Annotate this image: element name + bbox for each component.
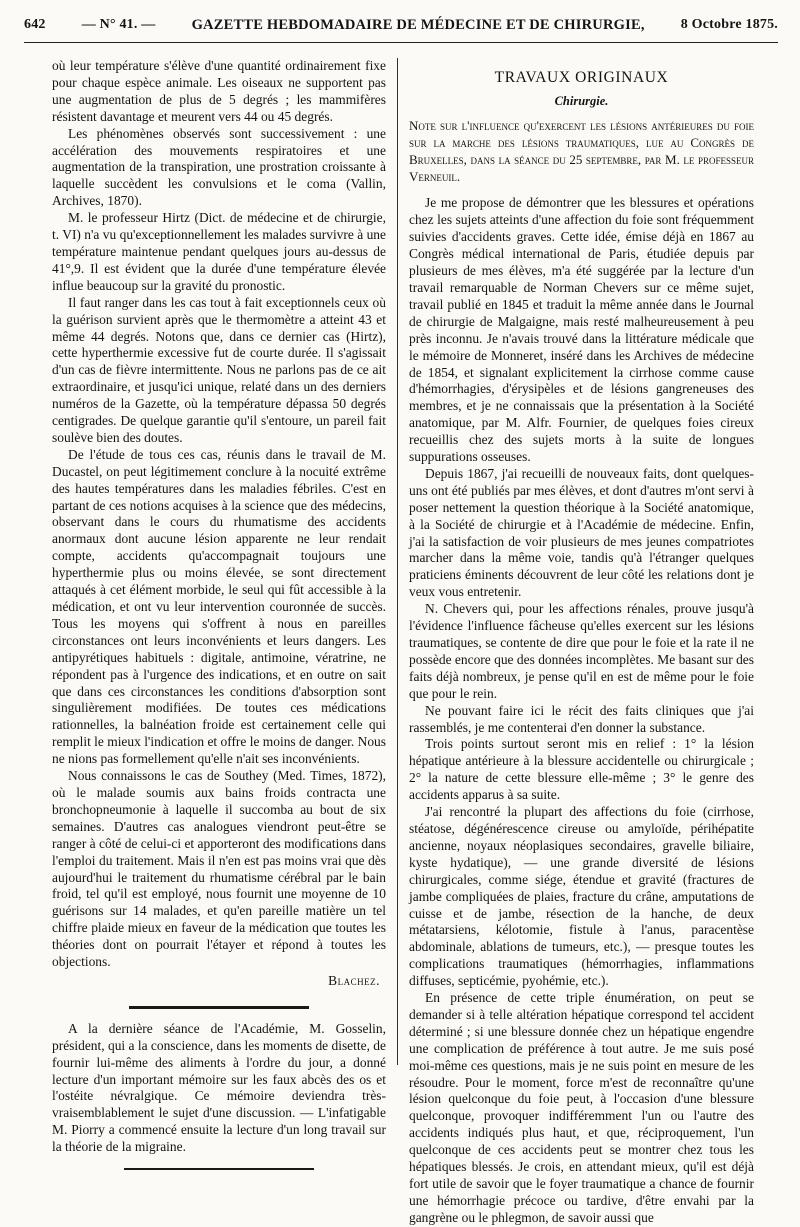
academy-paragraph: A la dernière séance de l'Académie, M. Gosselin, président, qui a la conscience, dans les moments de disette, de fournir lui-même des aliments à l'ordre du jour, a donné lecture d'un important mémoire sur les faux abcès des os et l'ostéite névralgique. Ce mémoire deviendra très-vraisemblablement le sujet d'une discussion. — L'infatigable M. Piorry a commencé ensuite la lecture d'un long travail sur la théorie de la migraine.: [52, 1020, 386, 1155]
paragraph: J'ai rencontré la plupart des affections du foie (cirrhose, stéatose, dégénérescence cireuse ou amyloïde, périhépatite ancienne, noyaux néoplasiques secondaires, gravelle biliaire, kyste hydatique), — une grande diversité de lésions chirurgicales, comme siége, étendue et gravité (fractures de jambe compliquées de plaies, fracture du crâne, amputations de cuisse et de jambe, résection de la hanche, de deux métatarsiens, kélotomie, fistule à l'anus, paracentèse abdominale, ablations de tumeurs, etc.), — presque toutes les complications traumatiques (hémorrhagies, inflammations diffuses, septicémie, pyohémie, etc.).: [409, 804, 754, 989]
author-signature: Blachez.: [328, 972, 380, 988]
page-number: 642: [24, 17, 46, 32]
paragraph: Depuis 1867, j'ai recueilli de nouveaux faits, dont quelques-uns ont été publiés par mes élèves, et dont d'autres m'ont servi à poser nettement la question théorique à la Société anatomique, à la Société de chirurgie et à l'Académie de médecine. Enfin, j'ai la satisfaction de voir plusieurs de mes jeunes compatriotes marcher dans la même voie, tandis qu'à l'étranger quelques praticiens éminents découvrent de leur côté les relations dont je veux vous entretenir.: [409, 465, 754, 600]
paragraph: Nous connaissons le cas de Southey (Med. Times, 1872), où le malade soumis aux bains froids contracta une bronchopneumonie à laquelle il succomba au bout de six semaines. D'autres cas analogues viendront peut-être se ranger à côté de celui-ci et apporteront des modifications dans l'emploi du traitement. Mais il n'en est pas moins vrai que dès aujourd'hui le traitement du rhumatisme cérébral par le bain froid, tel qu'il est employé, nous fournit une moyenne de 10 guérisons sur 14 malades, et qu'en pareille matière un tel chiffre plaide mieux en faveur de la médication que toutes les théories dont on pourrait l'étayer et répond à toutes les objections.: [52, 768, 386, 970]
paragraph: En présence de cette triple énumération, on peut se demander si à telle altération hépatique correspond tel accident déterminé ; si une blessure donnée chez un hépatique engendre une complication de préférence à tout autre. Je me suis posé moi-même ces questions, mais je ne suis point en mesure de les résoudre. Pour le moment, force m'est de reconnaître qu'une lésion quelconque du foie peut, à l'occasion d'une blessure quelconque, provoquer indifféremment l'un ou l'autre des accidents indiqués plus haut, et que, réciproquement, l'un quelconque de ces accidents peut se montrer chez tous les hépatiques blessés. Je crois, en attendant mieux, qu'il est déjà fort utile de savoir que le foyer traumatique a chance de fournir une hémorrhagie précoce ou tardive, d'être envahi par la gangrène ou le phlegmon, de savoir aussi que: [409, 990, 754, 1225]
journal-title: GAZETTE HEBDOMADAIRE DE MÉDECINE ET DE CHIRURGIE,: [191, 16, 645, 33]
page-header: [24, 8, 778, 43]
left-column: [52, 58, 386, 1155]
paragraph: où leur température s'élève d'une quantité ordinairement fixe pour chaque espèce animale. Les oiseaux ne supportent pas une augmentation de plus de 5 degrés ; les mammifères résistent davantage et meurent vers 44 ou 45 degrés.: [52, 58, 386, 124]
paragraph: De l'étude de tous ces cas, réunis dans le travail de M. Ducastel, on peut légitimement conclure à la nocuité extrême des hautes températures dans les maladies fébriles. C'est en partant de ces notions acquises à la science que des médecins, observant dans le cours du rhumatisme des accidents anormaux dont aucune lésion apparente ne leur rendait compte, accidents qu'accompagnait toujours une hyperthermie plus ou moins élevée, se sont directement attaqués à cet élément morbide, le seul qui fût accessible à la médication, et ont vu leur intervention couronnée de succès. Tous les moyens qui s'offrent à nous en pareilles circonstances ont leurs inconvénients et leurs dangers. Les antipyrétiques habituels : digitale, antimoine, vératrine, ne répondent pas à l'urgence des indications, et en outre on sait que dans ces circonstances les conditions d'absorption sont singulièrement modifiées. De toutes ces médications rationnelles, la balnéation froide est certainement celle qui remplit le mieux l'indication et offre le moins de danger. Nous ne nions pas formellement qu'elle n'ait ses inconvénients.: [52, 446, 386, 767]
section-subtitle: Chirurgie.: [554, 93, 609, 108]
article-title-text: Note sur l'influence qu'exercent les lésions antérieures du foie sur la marche des lésions traumatiques, lue au Congrès de Bruxelles, dans la séance du 25 septembre, par M. le professeur Verneuil.: [409, 117, 754, 184]
paragraph: M. le professeur Hirtz (Dict. de médecine et de chirurgie, t. VI) n'a vu qu'exceptionnellement les malades survivre à une température maintenue pendant quelques jours au-dessus de 41°,9. Il est évident que la durée d'une température élevée influe beaucoup sur la gravité du pronostic.: [52, 210, 386, 293]
column-divider: [397, 58, 398, 1065]
paragraph: Trois points surtout seront mis en relief : 1° la lésion hépatique antérieure à la blessure accidentelle ou chirurgicale ; 2° la nature de cette blessure elle-même ; 3° le genre des accidents apparus à sa suite.: [409, 736, 754, 803]
paragraph: Il faut ranger dans les cas tout à fait exceptionnels ceux où la guérison survient après que le thermomètre a atteint 43 et même 44 degrés. Notons que, dans ce dernier cas (Hirtz), cette hyperthermie excessive fut de courte durée. Il s'agissait d'un cas de fièvre intermittente. Nous ne parlons pas de ce ait extraordinaire, et jusqu'ici unique, relaté dans un des derniers numéros de la Gazette, où la température dépassa 50 degrés centigrades. De quelque garantie qu'il s'entoure, un pareil fait soulève bien des doutes.: [52, 294, 386, 445]
issue-number: — N° 41. —: [81, 17, 156, 32]
section-divider: [129, 1006, 309, 1009]
paragraph: Ne pouvant faire ici le récit des faits cliniques que j'ai rassemblés, je me contenterai d'en donner la substance.: [409, 702, 754, 735]
article-title: [409, 118, 754, 186]
section-title: TRAVAUX ORIGINAUX: [494, 69, 669, 86]
issue-date: 8 Octobre 1875.: [680, 17, 778, 32]
right-column: [409, 58, 754, 1225]
paragraph: Je me propose de démontrer que les blessures et opérations chez les sujets atteints d'une affection du foie sont fréquemment suivies d'accidents graves. Cette idée, émise déjà en 1867 au Congrès médical international de Paris, étudiée depuis par plusieurs de mes élèves, m'a été suggérée par la lecture d'un travail remarquable de Norman Chevers sur ce même sujet, travail publié en 1845 et traduit la même année dans le Journal de chirurgie de Malgaigne, mais resté malheureusement à peu près inconnu. Je n'avais trouvé dans la littérature médicale que le mémoire de Monneret, inséré dans les Archives de médecine de 1854, et signalant explicitement la cirrhose comme cause d'hémorrhagies, d'érysipèles et de lésions gangreneuses des membres, et je ne connaissais que la présentation à la Société anatomique, par M. Alfr. Fournier, de quelques foies cireux recueillis chez des sujets morts à la suite de longues suppurations osseuses.: [409, 195, 754, 465]
paragraph: Les phénomènes observés sont successivement : une accélération des mouvements respiratoires et une augmentation de la transpiration, une prostration croissante à laquelle succèdent les convulsions et le coma (Vallin, Archives, 1870).: [52, 125, 386, 209]
paragraph: N. Chevers qui, pour les affections rénales, prouve jusqu'à l'évidence l'influence fâcheuse qu'elles exercent sur les lésions traumatiques, se contente de dire que pour le foie et la rate il ne possède encore que des données incomplètes. Me basant sur des faits déjà nombreux, je pense qu'il en est de même pour le foie que pour le rein.: [409, 601, 754, 701]
end-rule: [124, 1168, 314, 1170]
